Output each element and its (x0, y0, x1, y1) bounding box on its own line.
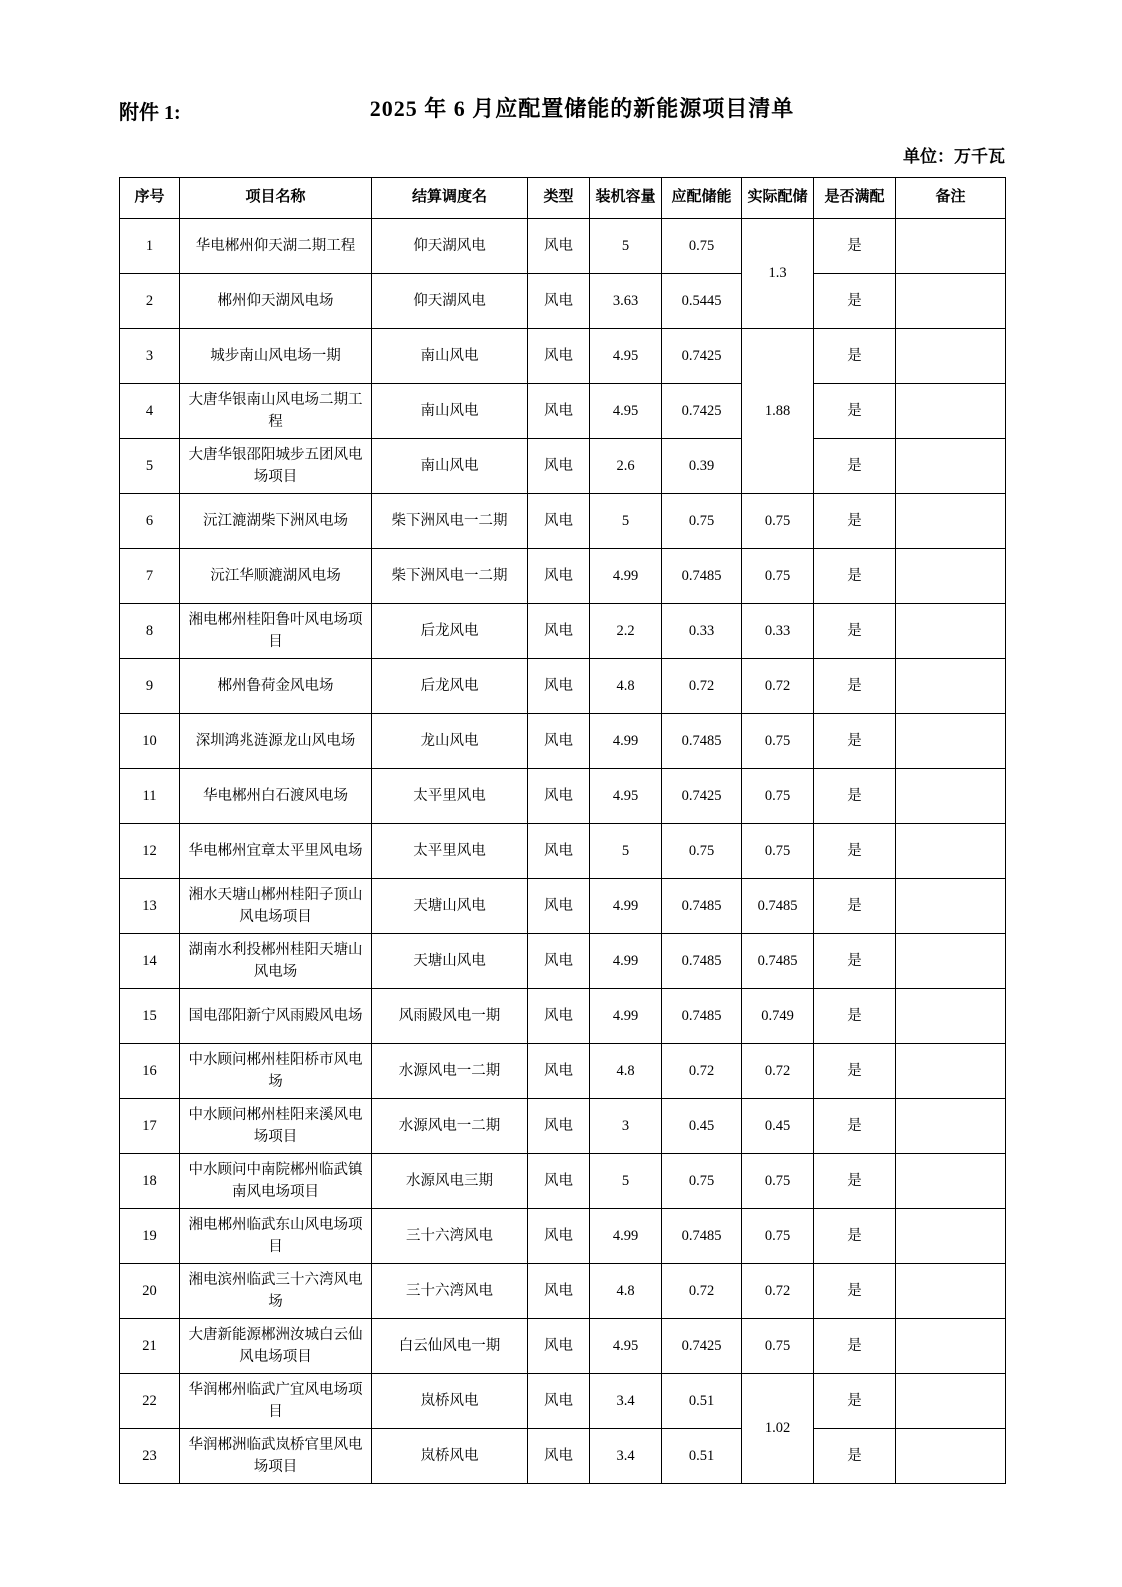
capacity-cell: 5 (590, 824, 662, 879)
type-cell: 风电 (528, 1319, 590, 1374)
actual-storage-cell: 0.33 (742, 604, 814, 659)
remark-cell (896, 219, 1006, 274)
capacity-cell: 4.99 (590, 1209, 662, 1264)
remark-cell (896, 329, 1006, 384)
remark-cell (896, 494, 1006, 549)
satisfied-cell: 是 (814, 1374, 896, 1429)
project-name-cell: 华润郴州临武广宜风电场项目 (180, 1374, 372, 1429)
remark-cell (896, 604, 1006, 659)
table-row (120, 1099, 1006, 1154)
type-cell: 风电 (528, 1099, 590, 1154)
satisfied-cell: 是 (814, 1044, 896, 1099)
satisfied-cell: 是 (814, 989, 896, 1044)
required-storage-cell: 0.51 (662, 1374, 742, 1429)
actual-storage-cell: 0.72 (742, 1044, 814, 1099)
type-cell: 风电 (528, 1209, 590, 1264)
actual-storage-cell: 1.3 (742, 219, 814, 329)
dispatch-name-cell: 三十六湾风电 (372, 1264, 528, 1319)
row-number-cell: 21 (120, 1319, 180, 1374)
required-storage-cell: 0.7485 (662, 549, 742, 604)
project-name-cell: 中水顾问郴州桂阳来溪风电场项目 (180, 1099, 372, 1154)
satisfied-cell: 是 (814, 274, 896, 329)
required-storage-cell: 0.7425 (662, 329, 742, 384)
attachment-label: 附件 1: (119, 102, 181, 124)
capacity-cell: 5 (590, 219, 662, 274)
capacity-cell: 4.99 (590, 879, 662, 934)
project-name-cell: 华润郴洲临武岚桥官里风电场项目 (180, 1429, 372, 1484)
required-storage-cell: 0.7425 (662, 1319, 742, 1374)
table-row (120, 549, 1006, 604)
satisfied-cell: 是 (814, 604, 896, 659)
row-number-cell: 19 (120, 1209, 180, 1264)
document-content (119, 92, 1005, 1484)
project-name-cell: 郴州仰天湖风电场 (180, 274, 372, 329)
table-row (120, 1044, 1006, 1099)
table-row (120, 1319, 1006, 1374)
dispatch-name-cell: 仰天湖风电 (372, 274, 528, 329)
actual-storage-cell: 0.45 (742, 1099, 814, 1154)
table-row (120, 1429, 1006, 1484)
dispatch-name-cell: 太平里风电 (372, 824, 528, 879)
remark-cell (896, 1099, 1006, 1154)
dispatch-name-cell: 后龙风电 (372, 659, 528, 714)
remark-cell (896, 1374, 1006, 1429)
row-number-cell: 22 (120, 1374, 180, 1429)
col-header-type: 类型 (528, 178, 590, 219)
required-storage-cell: 0.7485 (662, 989, 742, 1044)
satisfied-cell: 是 (814, 879, 896, 934)
capacity-cell: 2.2 (590, 604, 662, 659)
col-header-project-name: 项目名称 (180, 178, 372, 219)
remark-cell (896, 824, 1006, 879)
type-cell: 风电 (528, 1154, 590, 1209)
type-cell: 风电 (528, 329, 590, 384)
required-storage-cell: 0.7485 (662, 714, 742, 769)
project-name-cell: 湘电滨州临武三十六湾风电场 (180, 1264, 372, 1319)
capacity-cell: 4.99 (590, 549, 662, 604)
satisfied-cell: 是 (814, 659, 896, 714)
actual-storage-cell: 0.749 (742, 989, 814, 1044)
type-cell: 风电 (528, 1044, 590, 1099)
required-storage-cell: 0.75 (662, 1154, 742, 1209)
capacity-cell: 4.8 (590, 1264, 662, 1319)
type-cell: 风电 (528, 219, 590, 274)
remark-cell (896, 384, 1006, 439)
type-cell: 风电 (528, 549, 590, 604)
actual-storage-cell: 0.75 (742, 494, 814, 549)
type-cell: 风电 (528, 714, 590, 769)
project-name-cell: 大唐华银邵阳城步五团风电场项目 (180, 439, 372, 494)
table-row (120, 329, 1006, 384)
project-name-cell: 郴州鲁荷金风电场 (180, 659, 372, 714)
dispatch-name-cell: 南山风电 (372, 439, 528, 494)
header-row (120, 178, 1006, 219)
project-name-cell: 中水顾问中南院郴州临武镇南风电场项目 (180, 1154, 372, 1209)
col-header-no: 序号 (120, 178, 180, 219)
capacity-cell: 3.63 (590, 274, 662, 329)
col-header-dispatch-name: 结算调度名 (372, 178, 528, 219)
satisfied-cell: 是 (814, 1429, 896, 1484)
satisfied-cell: 是 (814, 384, 896, 439)
remark-cell (896, 1044, 1006, 1099)
actual-storage-cell: 0.75 (742, 769, 814, 824)
row-number-cell: 2 (120, 274, 180, 329)
dispatch-name-cell: 南山风电 (372, 329, 528, 384)
dispatch-name-cell: 风雨殿风电一期 (372, 989, 528, 1044)
row-number-cell: 16 (120, 1044, 180, 1099)
row-number-cell: 11 (120, 769, 180, 824)
dispatch-name-cell: 柴下洲风电一二期 (372, 549, 528, 604)
dispatch-name-cell: 太平里风电 (372, 769, 528, 824)
type-cell: 风电 (528, 659, 590, 714)
project-name-cell: 国电邵阳新宁风雨殿风电场 (180, 989, 372, 1044)
type-cell: 风电 (528, 384, 590, 439)
required-storage-cell: 0.39 (662, 439, 742, 494)
dispatch-name-cell: 天塘山风电 (372, 879, 528, 934)
table-row (120, 934, 1006, 989)
actual-storage-cell: 0.75 (742, 824, 814, 879)
project-name-cell: 中水顾问郴州桂阳桥市风电场 (180, 1044, 372, 1099)
actual-storage-cell: 0.75 (742, 549, 814, 604)
type-cell: 风电 (528, 439, 590, 494)
project-name-cell: 大唐新能源郴洲汝城白云仙风电场项目 (180, 1319, 372, 1374)
row-number-cell: 10 (120, 714, 180, 769)
required-storage-cell: 0.72 (662, 1044, 742, 1099)
remark-cell (896, 1429, 1006, 1484)
table-row (120, 219, 1006, 274)
project-table-body (120, 219, 1006, 1484)
remark-cell (896, 934, 1006, 989)
satisfied-cell: 是 (814, 824, 896, 879)
col-header-actual-storage: 实际配储 (742, 178, 814, 219)
dispatch-name-cell: 柴下洲风电一二期 (372, 494, 528, 549)
capacity-cell: 3.4 (590, 1374, 662, 1429)
document-header (119, 92, 1005, 126)
table-row (120, 879, 1006, 934)
required-storage-cell: 0.72 (662, 1264, 742, 1319)
satisfied-cell: 是 (814, 549, 896, 604)
required-storage-cell: 0.5445 (662, 274, 742, 329)
table-row (120, 1264, 1006, 1319)
type-cell: 风电 (528, 604, 590, 659)
capacity-cell: 4.99 (590, 934, 662, 989)
remark-cell (896, 1319, 1006, 1374)
required-storage-cell: 0.51 (662, 1429, 742, 1484)
required-storage-cell: 0.7425 (662, 384, 742, 439)
table-row (120, 494, 1006, 549)
project-name-cell: 华电郴州白石渡风电场 (180, 769, 372, 824)
dispatch-name-cell: 岚桥风电 (372, 1374, 528, 1429)
actual-storage-cell: 0.75 (742, 1319, 814, 1374)
actual-storage-cell: 0.75 (742, 1154, 814, 1209)
actual-storage-cell: 0.7485 (742, 934, 814, 989)
satisfied-cell: 是 (814, 1099, 896, 1154)
capacity-cell: 4.95 (590, 329, 662, 384)
dispatch-name-cell: 白云仙风电一期 (372, 1319, 528, 1374)
remark-cell (896, 274, 1006, 329)
dispatch-name-cell: 三十六湾风电 (372, 1209, 528, 1264)
actual-storage-cell: 0.7485 (742, 879, 814, 934)
row-number-cell: 7 (120, 549, 180, 604)
satisfied-cell: 是 (814, 329, 896, 384)
actual-storage-cell: 0.72 (742, 659, 814, 714)
capacity-cell: 5 (590, 494, 662, 549)
actual-storage-cell: 0.75 (742, 1209, 814, 1264)
dispatch-name-cell: 水源风电一二期 (372, 1044, 528, 1099)
dispatch-name-cell: 仰天湖风电 (372, 219, 528, 274)
actual-storage-cell: 1.88 (742, 329, 814, 494)
satisfied-cell: 是 (814, 1209, 896, 1264)
row-number-cell: 3 (120, 329, 180, 384)
project-name-cell: 湘电郴州临武东山风电场项目 (180, 1209, 372, 1264)
table-row (120, 714, 1006, 769)
dispatch-name-cell: 龙山风电 (372, 714, 528, 769)
row-number-cell: 20 (120, 1264, 180, 1319)
actual-storage-cell: 0.72 (742, 1264, 814, 1319)
table-row (120, 439, 1006, 494)
dispatch-name-cell: 南山风电 (372, 384, 528, 439)
row-number-cell: 23 (120, 1429, 180, 1484)
row-number-cell: 9 (120, 659, 180, 714)
row-number-cell: 17 (120, 1099, 180, 1154)
table-row (120, 659, 1006, 714)
project-name-cell: 沅江漉湖柴下洲风电场 (180, 494, 372, 549)
type-cell: 风电 (528, 274, 590, 329)
remark-cell (896, 1154, 1006, 1209)
dispatch-name-cell: 水源风电一二期 (372, 1099, 528, 1154)
capacity-cell: 4.95 (590, 1319, 662, 1374)
project-name-cell: 城步南山风电场一期 (180, 329, 372, 384)
required-storage-cell: 0.33 (662, 604, 742, 659)
remark-cell (896, 439, 1006, 494)
row-number-cell: 13 (120, 879, 180, 934)
row-number-cell: 8 (120, 604, 180, 659)
satisfied-cell: 是 (814, 439, 896, 494)
dispatch-name-cell: 水源风电三期 (372, 1154, 528, 1209)
table-row (120, 1374, 1006, 1429)
actual-storage-cell: 0.75 (742, 714, 814, 769)
type-cell: 风电 (528, 989, 590, 1044)
actual-storage-cell: 1.02 (742, 1374, 814, 1484)
remark-cell (896, 879, 1006, 934)
required-storage-cell: 0.75 (662, 824, 742, 879)
required-storage-cell: 0.75 (662, 494, 742, 549)
type-cell: 风电 (528, 1374, 590, 1429)
type-cell: 风电 (528, 494, 590, 549)
dispatch-name-cell: 岚桥风电 (372, 1429, 528, 1484)
remark-cell (896, 1209, 1006, 1264)
project-table-head (120, 178, 1006, 219)
satisfied-cell: 是 (814, 494, 896, 549)
capacity-cell: 4.95 (590, 384, 662, 439)
row-number-cell: 1 (120, 219, 180, 274)
project-name-cell: 华电郴州宜章太平里风电场 (180, 824, 372, 879)
project-name-cell: 湘水天塘山郴州桂阳子顶山风电场项目 (180, 879, 372, 934)
table-row (120, 1154, 1006, 1209)
row-number-cell: 5 (120, 439, 180, 494)
capacity-cell: 5 (590, 1154, 662, 1209)
capacity-cell: 4.99 (590, 714, 662, 769)
required-storage-cell: 0.7485 (662, 1209, 742, 1264)
row-number-cell: 12 (120, 824, 180, 879)
capacity-cell: 3.4 (590, 1429, 662, 1484)
col-header-capacity: 装机容量 (590, 178, 662, 219)
satisfied-cell: 是 (814, 1264, 896, 1319)
remark-cell (896, 659, 1006, 714)
type-cell: 风电 (528, 1429, 590, 1484)
type-cell: 风电 (528, 934, 590, 989)
satisfied-cell: 是 (814, 1319, 896, 1374)
satisfied-cell: 是 (814, 769, 896, 824)
satisfied-cell: 是 (814, 714, 896, 769)
required-storage-cell: 0.45 (662, 1099, 742, 1154)
type-cell: 风电 (528, 879, 590, 934)
table-row (120, 769, 1006, 824)
project-name-cell: 深圳鸿兆涟源龙山风电场 (180, 714, 372, 769)
row-number-cell: 18 (120, 1154, 180, 1209)
col-header-satisfied: 是否满配 (814, 178, 896, 219)
remark-cell (896, 549, 1006, 604)
capacity-cell: 4.95 (590, 769, 662, 824)
satisfied-cell: 是 (814, 1154, 896, 1209)
table-row (120, 1209, 1006, 1264)
type-cell: 风电 (528, 769, 590, 824)
satisfied-cell: 是 (814, 219, 896, 274)
remark-cell (896, 989, 1006, 1044)
project-name-cell: 湖南水利投郴州桂阳天塘山风电场 (180, 934, 372, 989)
remark-cell (896, 714, 1006, 769)
table-row (120, 989, 1006, 1044)
remark-cell (896, 769, 1006, 824)
row-number-cell: 15 (120, 989, 180, 1044)
dispatch-name-cell: 天塘山风电 (372, 934, 528, 989)
type-cell: 风电 (528, 824, 590, 879)
required-storage-cell: 0.7485 (662, 879, 742, 934)
unit-label: 单位：万千瓦 (903, 147, 1005, 166)
row-number-cell: 14 (120, 934, 180, 989)
capacity-cell: 3 (590, 1099, 662, 1154)
table-row (120, 384, 1006, 439)
row-number-cell: 6 (120, 494, 180, 549)
remark-cell (896, 1264, 1006, 1319)
page-title: 2025 年 6 月应配置储能的新能源项目清单 (369, 96, 795, 121)
project-name-cell: 湘电郴州桂阳鲁叶风电场项目 (180, 604, 372, 659)
dispatch-name-cell: 后龙风电 (372, 604, 528, 659)
type-cell: 风电 (528, 1264, 590, 1319)
col-header-required-storage: 应配储能 (662, 178, 742, 219)
project-name-cell: 沅江华顺漉湖风电场 (180, 549, 372, 604)
capacity-cell: 4.8 (590, 659, 662, 714)
table-row (120, 824, 1006, 879)
required-storage-cell: 0.7485 (662, 934, 742, 989)
required-storage-cell: 0.7425 (662, 769, 742, 824)
capacity-cell: 4.99 (590, 989, 662, 1044)
capacity-cell: 2.6 (590, 439, 662, 494)
required-storage-cell: 0.75 (662, 219, 742, 274)
project-name-cell: 大唐华银南山风电场二期工程 (180, 384, 372, 439)
table-row (120, 274, 1006, 329)
project-name-cell: 华电郴州仰天湖二期工程 (180, 219, 372, 274)
project-table (119, 177, 1006, 1484)
table-row (120, 604, 1006, 659)
row-number-cell: 4 (120, 384, 180, 439)
col-header-remark: 备注 (896, 178, 1006, 219)
required-storage-cell: 0.72 (662, 659, 742, 714)
capacity-cell: 4.8 (590, 1044, 662, 1099)
satisfied-cell: 是 (814, 934, 896, 989)
